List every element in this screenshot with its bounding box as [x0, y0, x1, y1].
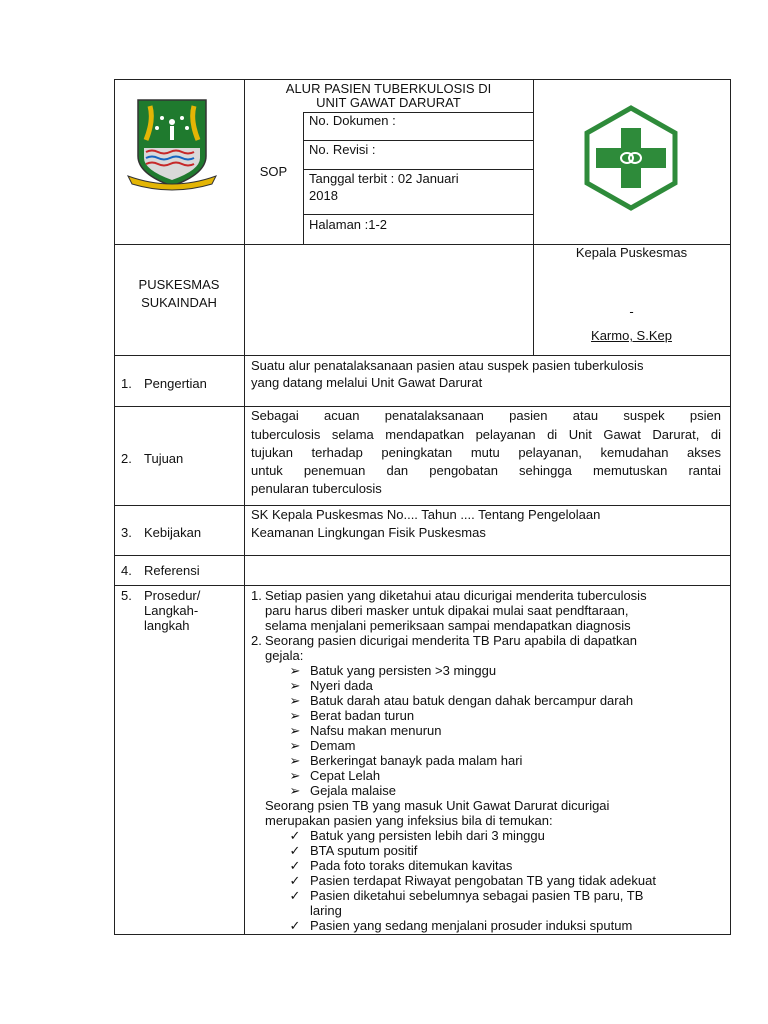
tujuan-text: tujukan terhadap peningkatan mutu pelayanan, kemudahan akses	[251, 445, 721, 460]
arrow-bullet-icon: ➢	[289, 663, 301, 678]
step-text: Setiap pasien yang diketahui atau dicurigai menderita tuberculosis	[265, 588, 647, 603]
puskesmas-logo	[576, 103, 686, 213]
step-text: Seorang pasien dicurigai menderita TB Paru apabila di dapatkan	[265, 633, 637, 648]
page-field: Halaman :1-2	[309, 217, 388, 232]
finding-item-continuation	[286, 903, 726, 918]
table-border-right	[730, 79, 731, 935]
infectious-criteria-text: Seorang psien TB yang masuk Unit Gawat Darurat dicurigai	[265, 798, 610, 813]
arrow-bullet-icon: ➢	[289, 708, 301, 723]
section-label-kebijakan: Kebijakan	[144, 525, 202, 540]
symptom-item-text: Demam	[310, 738, 356, 753]
step-text: selama menjalani pemeriksaan sampai mendapatkan diagnosis	[265, 618, 631, 633]
organization-name-line2: SUKAINDAH	[141, 295, 217, 310]
head-name: Karmo, S.Kep	[591, 328, 672, 343]
section-label-tujuan: Tujuan	[144, 451, 184, 466]
symptom-item	[286, 678, 716, 693]
section-number: 4.	[121, 563, 132, 578]
head-title: Kepala Puskesmas	[575, 245, 688, 260]
symptom-item	[286, 723, 716, 738]
arrow-bullet-icon: ➢	[289, 783, 301, 798]
row-divider	[114, 406, 731, 407]
check-bullet-icon: ✓	[289, 918, 301, 933]
document-number-field: No. Dokumen :	[309, 113, 396, 128]
arrow-bullet-icon: ➢	[289, 723, 301, 738]
row-divider	[303, 169, 533, 170]
finding-item-text: Pasien terdapat Riwayat pengobatan TB yang tidak adekuat	[310, 873, 656, 888]
row-divider	[114, 555, 731, 556]
symptom-item-text: Nafsu makan menurun	[310, 723, 442, 738]
symptom-item-text: Batuk yang persisten >3 minggu	[310, 663, 497, 678]
document-title-line2: UNIT GAWAT DARURAT	[316, 95, 461, 110]
finding-item	[286, 873, 726, 888]
pengertian-text: Suatu alur penatalaksanaan pasien atau suspek pasien tuberkulosis	[251, 358, 644, 373]
finding-item-text: Pasien yang sedang menjalani prosuder induksi sputum	[310, 918, 633, 933]
symptom-list	[286, 663, 716, 798]
kebijakan-text: Keamanan Lingkungan Fisik Puskesmas	[251, 525, 486, 540]
step-text: gejala:	[265, 648, 304, 663]
row-divider	[114, 505, 731, 506]
issue-date-field: Tanggal terbit : 02 Januari	[309, 171, 459, 186]
table-border-top	[114, 79, 731, 80]
symptom-item-text: Nyeri dada	[310, 678, 373, 693]
finding-item-text: laring	[310, 903, 342, 918]
check-bullet-icon: ✓	[289, 858, 301, 873]
infectious-criteria-text: merupakan pasien yang infeksius bila di temukan:	[265, 813, 553, 828]
section-number: 3.	[121, 525, 132, 540]
finding-item	[286, 828, 726, 843]
table-border-bottom	[114, 934, 731, 935]
symptom-item-text: Berkeringat banayk pada malam hari	[310, 753, 523, 768]
section-number: 2.	[121, 451, 132, 466]
regional-emblem-logo	[124, 96, 220, 192]
head-signature-dash: -	[629, 304, 634, 319]
finding-item	[286, 858, 726, 873]
tujuan-text: tuberculosis selama mendapatkan pelayanan di Unit Gawat Darurat, di	[251, 427, 721, 442]
tujuan-text: Sebagai acuan penatalaksanaan pasien atau suspek psien	[251, 408, 721, 423]
symptom-item	[286, 738, 716, 753]
row-divider	[303, 214, 533, 215]
col-divider	[303, 112, 304, 244]
document-title-line1: ALUR PASIEN TUBERKULOSIS DI	[285, 81, 492, 96]
check-bullet-icon: ✓	[289, 843, 301, 858]
tujuan-text: untuk penemuan dan pengobatan sehingga memutuskan rantai	[251, 463, 721, 478]
finding-item	[286, 888, 726, 903]
arrow-bullet-icon: ➢	[289, 693, 301, 708]
section-label-prosedur: Prosedur/	[144, 588, 201, 603]
check-bullet-icon: ✓	[289, 873, 301, 888]
finding-list	[286, 828, 726, 933]
section-label-prosedur: Langkah-	[144, 603, 199, 618]
check-bullet-icon: ✓	[289, 828, 301, 843]
kebijakan-text: SK Kepala Puskesmas No.... Tahun .... Tentang Pengelolaan	[251, 507, 601, 522]
section-number: 5.	[121, 588, 132, 603]
symptom-item	[286, 693, 716, 708]
step-number: 2.	[251, 633, 262, 648]
finding-item-text: Batuk yang persisten lebih dari 3 minggu	[310, 828, 545, 843]
arrow-bullet-icon: ➢	[289, 753, 301, 768]
col-divider	[244, 79, 245, 935]
finding-item-text: Pada foto toraks ditemukan kavitas	[310, 858, 513, 873]
section-label-pengertian: Pengertian	[144, 376, 207, 391]
section-number: 1.	[121, 376, 132, 391]
row-divider	[303, 140, 533, 141]
symptom-item-text: Batuk darah atau batuk dengan dahak bercampur darah	[310, 693, 634, 708]
finding-item-text: Pasien diketahui sebelumnya sebagai pasien TB paru, TB	[310, 888, 644, 903]
finding-item	[286, 918, 726, 933]
symptom-item	[286, 708, 716, 723]
step-number: 1.	[251, 588, 262, 603]
symptom-item-text: Cepat Lelah	[310, 768, 381, 783]
symptom-item	[286, 663, 716, 678]
finding-item	[286, 843, 726, 858]
symptom-item-text: Berat badan turun	[310, 708, 415, 723]
symptom-item	[286, 768, 716, 783]
section-label-referensi: Referensi	[144, 563, 200, 578]
arrow-bullet-icon: ➢	[289, 678, 301, 693]
symptom-item	[286, 783, 716, 798]
sop-label: SOP	[259, 164, 288, 179]
row-divider	[114, 585, 731, 586]
arrow-bullet-icon: ➢	[289, 768, 301, 783]
finding-item-text: BTA sputum positif	[310, 843, 418, 858]
section-label-prosedur: langkah	[144, 618, 190, 633]
row-divider	[114, 355, 731, 356]
issue-date-year: 2018	[309, 188, 338, 203]
step-text: paru harus diberi masker untuk dipakai mulai saat pendftaraan,	[265, 603, 629, 618]
symptom-item-text: Gejala malaise	[310, 783, 396, 798]
tujuan-text: penularan tuberculosis	[251, 481, 382, 496]
symptom-item	[286, 753, 716, 768]
arrow-bullet-icon: ➢	[289, 738, 301, 753]
pengertian-text: yang datang melalui Unit Gawat Darurat	[251, 375, 483, 390]
check-bullet-icon: ✓	[289, 888, 301, 903]
revision-number-field: No. Revisi :	[309, 142, 376, 157]
table-border-left	[114, 79, 115, 935]
organization-name-line1: PUSKESMAS	[138, 277, 220, 292]
